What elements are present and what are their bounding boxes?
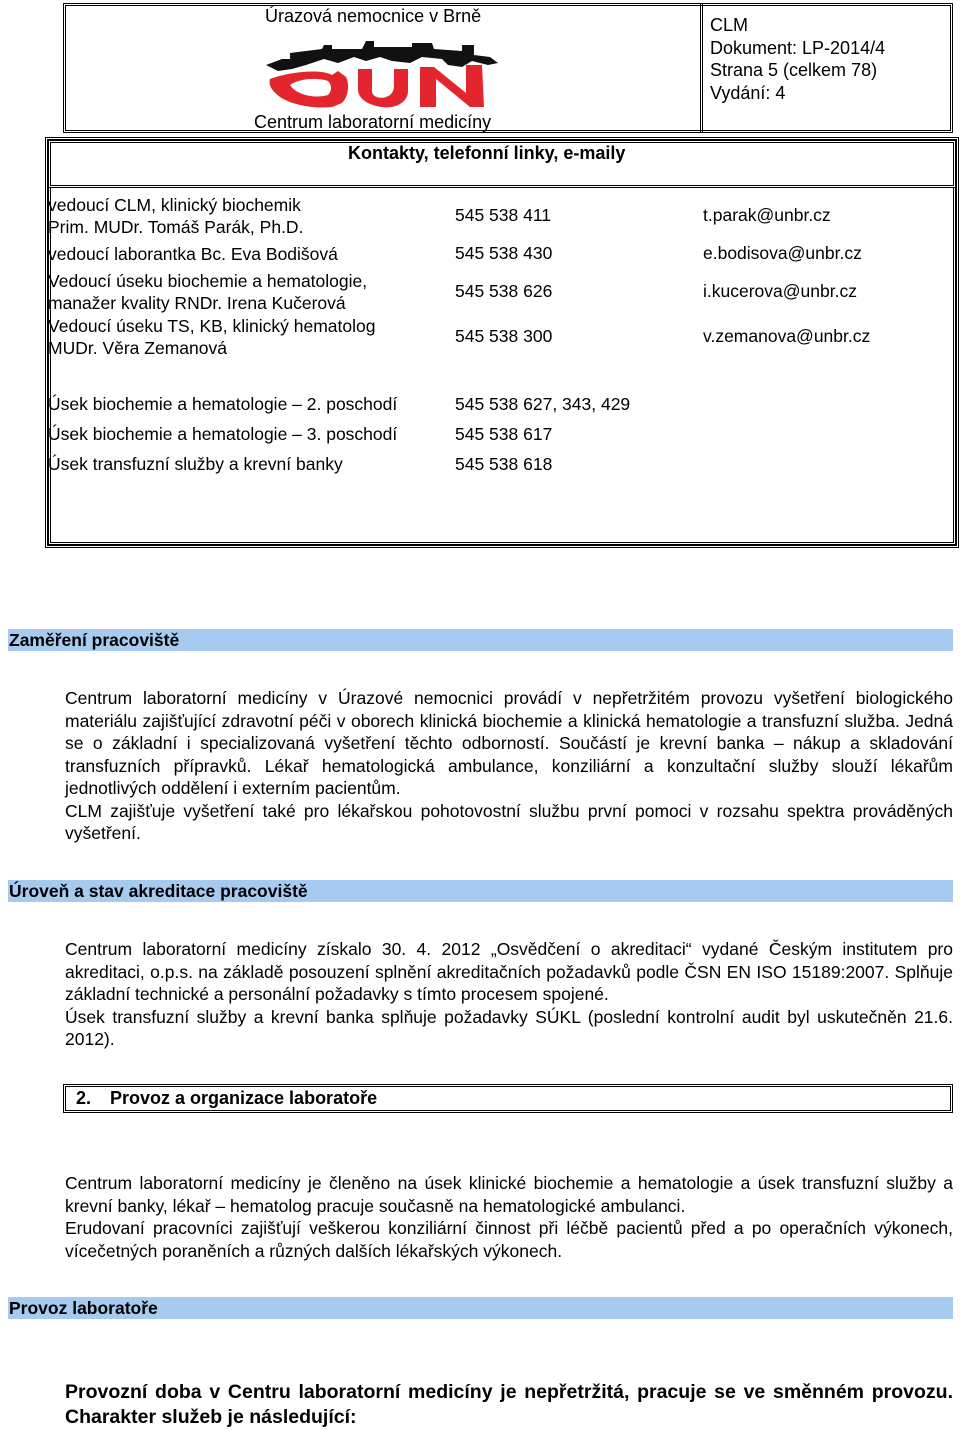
doc-info-line: Dokument: LP-2014/4 bbox=[710, 37, 886, 58]
contact-fullname: MUDr. Věra Zemanová bbox=[48, 338, 227, 358]
hospital-name: Úrazová nemocnice v Brně bbox=[265, 6, 482, 26]
logo-letter-n bbox=[420, 65, 484, 107]
logo-letter-u bbox=[358, 69, 408, 107]
document-info bbox=[710, 14, 885, 104]
chapter-number: 2. bbox=[76, 1088, 92, 1108]
contact-person-name bbox=[48, 315, 448, 359]
contact-person-name bbox=[48, 243, 448, 265]
chapter-title: Provoz a organizace laboratoře bbox=[110, 1088, 378, 1108]
accreditation-text bbox=[65, 938, 953, 1051]
department-line-name: Úsek biochemie a hematologie – 3. poschodí bbox=[48, 424, 398, 444]
operation-text bbox=[65, 1172, 953, 1262]
chapter-heading bbox=[63, 1084, 953, 1113]
contact-email[interactable]: e.bodisova@unbr.cz bbox=[703, 243, 862, 263]
contact-email[interactable]: i.kucerova@unbr.cz bbox=[703, 281, 857, 301]
contact-email[interactable]: t.parak@unbr.cz bbox=[703, 205, 831, 225]
department-line-phone: 545 538 627, 343, 429 bbox=[455, 394, 631, 414]
focus-text bbox=[65, 687, 953, 845]
paragraph: Provozní doba v Centru laboratorní medicíny je nepřetržitá, pracuje se ve směnném provozu. Charakter služeb je následující: bbox=[65, 1381, 953, 1428]
contacts-title: Kontakty, telefonní linky, e-maily bbox=[348, 143, 626, 163]
contact-role: Vedoucí úseku biochemie a hematologie, bbox=[48, 271, 368, 291]
logo-skyline bbox=[266, 41, 498, 71]
contact-email[interactable]: v.zemanova@unbr.cz bbox=[703, 326, 871, 346]
paragraph: CLM zajišťuje vyšetření také pro lékařskou pohotovostní službu první pomoci v rozsahu spektra prováděných vyšetření. bbox=[65, 800, 953, 843]
department-line-name: Úsek biochemie a hematologie – 2. poschodí bbox=[48, 394, 398, 414]
paragraph: Úsek transfuzní služby a krevní banka splňuje požadavky SÚKL (poslední kontrolní audit byl uskutečněn 21.6. 2012). bbox=[65, 1006, 953, 1049]
contact-phone: 545 538 300 bbox=[455, 326, 553, 346]
contact-phone: 545 538 430 bbox=[455, 243, 553, 263]
contact-phone: 545 538 626 bbox=[455, 281, 553, 301]
doc-info-line: CLM bbox=[710, 15, 749, 35]
contact-role: vedoucí laborantka Bc. Eva Bodišová bbox=[48, 244, 338, 264]
hospital-logo bbox=[262, 35, 502, 111]
section-heading-accreditation: Úroveň a stav akreditace pracoviště bbox=[8, 880, 953, 902]
contact-role: vedoucí CLM, klinický biochemik bbox=[48, 195, 301, 215]
paragraph: Centrum laboratorní medicíny v Úrazové nemocnici provádí v nepřetržitém provozu vyšetření biologického materiálu zajišťující zdravotní péči v oborech klinická biochemie a klinická hematologie a transfuzní služba. Jedná se o základní i specializovaná vyšetření těchto odborností. Součástí je krevní banka – nákup a skladování transfuzních přípravků. Lékař hematologická ambulance, konziliární a konzultační služby slouží lékařům jednotlivých oddělení i externím pacientům. bbox=[65, 688, 953, 798]
contact-role: Vedoucí úseku TS, KB, klinický hematolog bbox=[48, 316, 376, 336]
contact-phone: 545 538 411 bbox=[455, 205, 552, 225]
department-name: Centrum laboratorní medicíny bbox=[254, 112, 492, 132]
logo-swoosh bbox=[269, 71, 348, 108]
department-line-name: Úsek transfuzní služby a krevní banky bbox=[48, 454, 343, 474]
department-line-phone: 545 538 618 bbox=[455, 454, 553, 474]
contact-fullname: manažer kvality RNDr. Irena Kučerová bbox=[48, 293, 346, 313]
doc-info-line: Strana 5 (celkem 78) bbox=[710, 60, 878, 80]
contact-fullname: Prim. MUDr. Tomáš Parák, Ph.D. bbox=[48, 217, 304, 237]
lab-operation-text bbox=[65, 1380, 953, 1429]
section-heading-lab-operation: Provoz laboratoře bbox=[8, 1297, 953, 1319]
paragraph: Centrum laboratorní medicíny je členěno na úsek klinické biochemie a hematologie a úsek transfuzní služby a krevní banky, lékař – hematolog pracuje současně na hematologické ambulanci. bbox=[65, 1173, 953, 1216]
contact-person-name bbox=[48, 270, 448, 314]
section-heading-focus: Zaměření pracoviště bbox=[8, 629, 953, 651]
contacts-body bbox=[48, 188, 956, 545]
department-line-phone: 545 538 617 bbox=[455, 424, 553, 444]
paragraph: Erudovaní pracovníci zajišťují veškerou konziliární činnost při léčbě pacientů před a po operačních výkonech, vícečetných poraněních a různých dalších lékařských výkonech. bbox=[65, 1218, 953, 1261]
paragraph: Centrum laboratorní medicíny získalo 30. 4. 2012 „Osvědčení o akreditaci“ vydané Českým institutem pro akreditaci, o.p.s. na základě posouzení splnění akreditačních požadavků podle ČSN EN ISO 15189:2007. Splňuje základní technické a personální požadavky s tímto procesem spojené. bbox=[65, 939, 953, 1004]
doc-info-line: Vydání: 4 bbox=[710, 82, 786, 103]
header-divider bbox=[700, 3, 703, 133]
contact-person-name bbox=[48, 194, 448, 238]
